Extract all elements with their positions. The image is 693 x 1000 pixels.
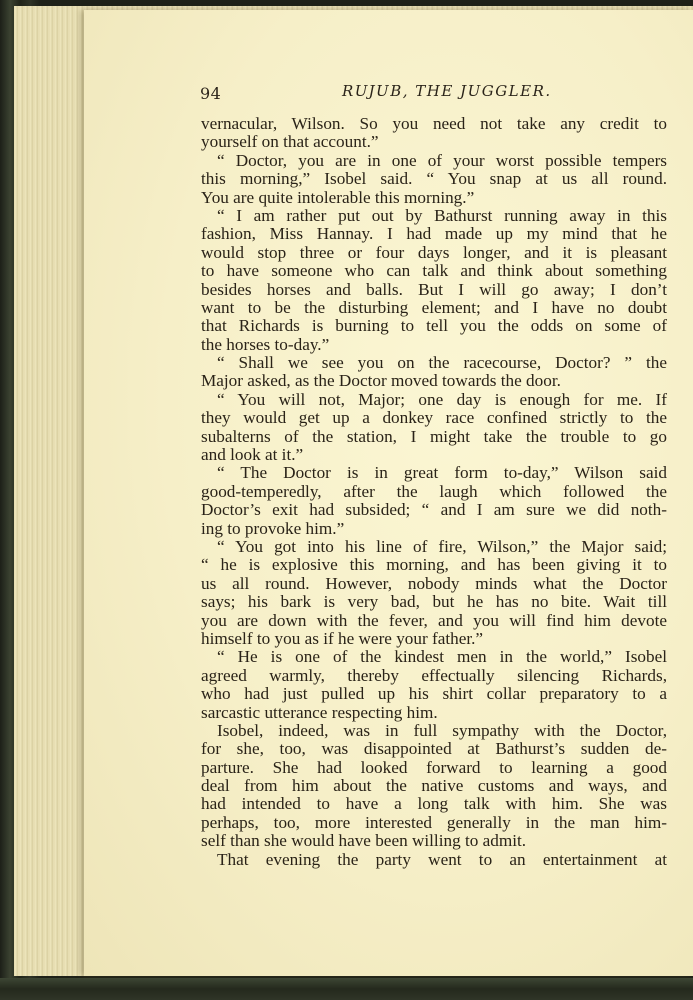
- text-line: sarcastic utterance respecting him.: [201, 702, 438, 722]
- text-line: good-temperedly, after the laugh which followed the: [201, 481, 667, 501]
- text-line: self than she would have been willing to admit.: [201, 831, 527, 851]
- text-line: fashion, Miss Hannay. I had made up my mind that he: [201, 224, 667, 244]
- text-line: says; his bark is very bad, but he has no bite. Wait till: [201, 592, 667, 612]
- text-line: the horses to-day.”: [201, 334, 330, 354]
- text-line: want to be the disturbing element; and I have no doubt: [201, 297, 667, 317]
- text-line: they would get up a donkey race confined strictly to the: [201, 408, 667, 428]
- text-line: deal from him about the native customs and ways, and: [201, 776, 667, 796]
- text-line: himself to you as if he were your father.”: [201, 628, 484, 648]
- text-line: “ You will not, Major; one day is enough for me. If: [217, 389, 667, 409]
- text-line: you are down with the fever, and you will find him devote: [201, 610, 667, 630]
- text-line: that Richards is burning to tell you the odds on some of: [201, 316, 667, 336]
- text-line: “ he is explosive this morning, and has been giving it to: [201, 555, 667, 575]
- text-line: besides horses and balls. But I will go away; I don’t: [201, 279, 667, 299]
- page-header: [116, 80, 671, 106]
- text-line: yourself on that account.”: [201, 132, 379, 152]
- text-line: Doctor’s exit had subsided; “ and I am sure we did noth-: [201, 500, 667, 520]
- text-line: parture. She had looked forward to learning a good: [201, 757, 667, 777]
- text-line: “ Doctor, you are in one of your worst possible tempers: [217, 150, 667, 170]
- book-cover-edge: [0, 978, 693, 1000]
- text-line: subalterns of the station, I might take the trouble to go: [201, 426, 667, 446]
- text-line: Isobel, indeed, was in full sympathy with the Doctor,: [217, 720, 667, 740]
- text-line: perhaps, too, more interested generally in the man him-: [201, 812, 667, 832]
- text-line: and look at it.”: [201, 445, 304, 465]
- text-line: would stop three or four days longer, and it is pleasant: [201, 242, 667, 262]
- running-title: RUJUB, THE JUGGLER.: [342, 82, 552, 100]
- text-line: who had just pulled up his shirt collar preparatory to a: [201, 684, 667, 704]
- page-number: 94: [200, 84, 222, 103]
- text-line: this morning,” Isobel said. “ You snap at us all round.: [201, 169, 667, 189]
- text-line: agreed warmly, thereby effectually silencing Richards,: [201, 665, 667, 685]
- text-line: “ He is one of the kindest men in the world,” Isobel: [217, 647, 667, 667]
- running-header: [200, 80, 672, 106]
- text-line: had intended to have a long talk with him. She was: [201, 794, 667, 814]
- text-line: “ The Doctor is in great form to-day,” Wilson said: [217, 463, 667, 483]
- text-line: You are quite intolerable this morning.”: [201, 187, 475, 207]
- body-text: [201, 115, 667, 869]
- text-line: vernacular, Wilson. So you need not take any credit to: [201, 114, 667, 133]
- text-line: “ I am rather put out by Bathurst running away in this: [217, 205, 667, 225]
- text-line: Major asked, as the Doctor moved towards the door.: [201, 371, 561, 391]
- text-line: “ You got into his line of fire, Wilson,” the Major said;: [217, 536, 667, 556]
- text-line: That evening the party went to an entertainment at: [217, 849, 667, 869]
- text-line: to have someone who can talk and think about something: [201, 261, 667, 281]
- text-line: us all round. However, nobody minds what the Doctor: [201, 573, 667, 593]
- text-line: “ Shall we see you on the racecourse, Doctor? ” the: [217, 353, 667, 373]
- text-line: for she, too, was disappointed at Bathurst’s sudden de-: [201, 739, 667, 759]
- text-line: ing to provoke him.”: [201, 518, 345, 538]
